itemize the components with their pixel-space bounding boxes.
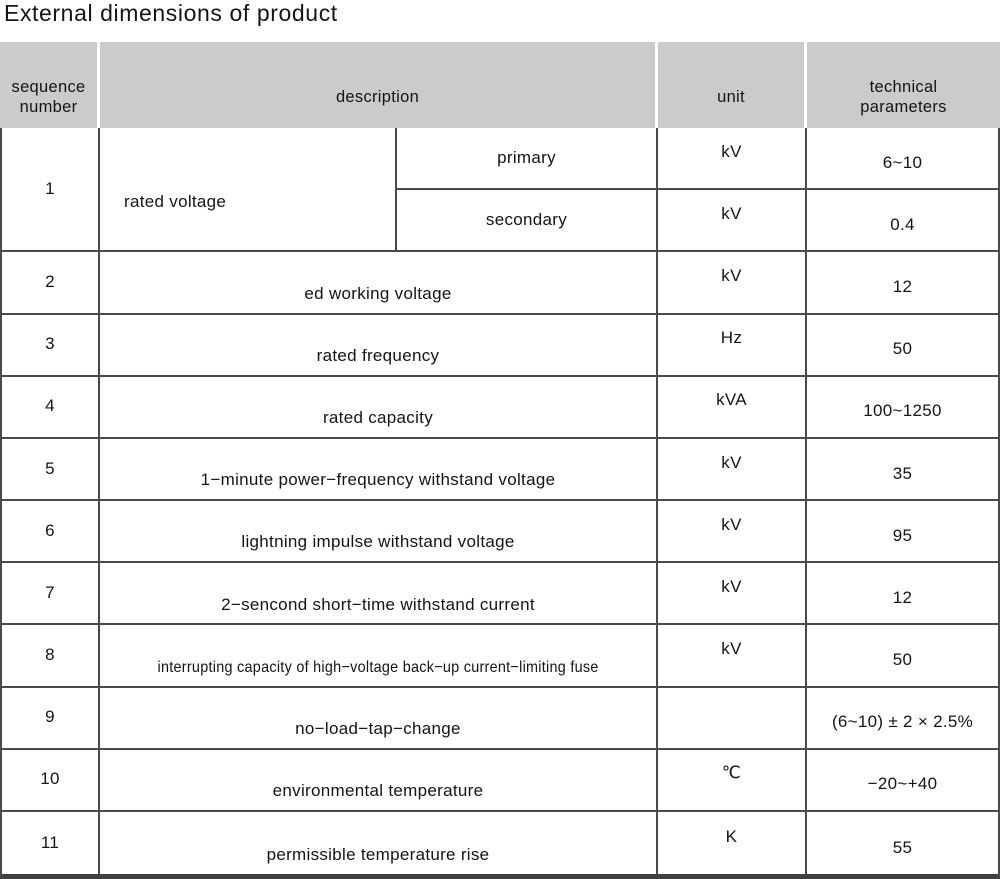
param-cell: 12	[807, 563, 998, 625]
desc-cell: lightning impulse withstand voltage	[100, 501, 658, 563]
param-cell: 50	[807, 315, 998, 377]
secondary-cell: secondary	[397, 190, 658, 252]
desc-cell: environmental temperature	[100, 750, 658, 812]
param-cell: 35	[807, 439, 998, 501]
seq-cell: 3	[2, 315, 100, 377]
unit-cell: kV	[658, 190, 807, 252]
spec-table	[0, 128, 1000, 879]
header-unit: unit	[658, 42, 804, 128]
unit-cell: kV	[658, 252, 807, 314]
seq-cell: 2	[2, 252, 100, 314]
header-technical-parameters: technical parameters	[807, 42, 1000, 128]
desc-cell: 1−minute power−frequency withstand voltage	[100, 439, 658, 501]
seq-cell: 11	[2, 812, 100, 874]
desc-cell: ed working voltage	[100, 252, 658, 314]
header-sequence-number: sequence number	[0, 42, 97, 128]
seq-cell: 4	[2, 377, 100, 439]
unit-cell: kVA	[658, 377, 807, 439]
seq-cell: 6	[2, 501, 100, 563]
seq-cell: 8	[2, 625, 100, 687]
seq-cell: 5	[2, 439, 100, 501]
seq-cell: 1	[2, 128, 100, 252]
desc-cell: rated capacity	[100, 377, 658, 439]
page-title: External dimensions of product	[4, 0, 338, 26]
table-header	[0, 42, 1000, 128]
rated-voltage-cell: rated voltage	[100, 128, 397, 252]
primary-cell: primary	[397, 128, 658, 190]
param-cell: 55	[892, 837, 913, 857]
unit-cell: kV	[658, 501, 807, 563]
desc-cell: interrupting capacity of high−voltage back−up current−limiting fuse	[100, 625, 658, 687]
unit-cell: ℃	[658, 750, 807, 812]
param-cell: 6~10	[807, 128, 998, 190]
desc-cell: no−load−tap−change	[100, 688, 658, 750]
unit-cell: K	[658, 812, 807, 874]
unit-cell: kV	[658, 439, 807, 501]
header-description: description	[100, 42, 655, 128]
unit-cell: kV	[658, 563, 807, 625]
param-cell: 95	[807, 501, 998, 563]
param-cell: 50	[807, 625, 998, 687]
seq-cell: 7	[2, 563, 100, 625]
unit-cell: kV	[658, 625, 807, 687]
desc-cell: permissible temperature rise	[100, 812, 658, 874]
param-cell: 100~1250	[807, 377, 998, 439]
seq-cell: 9	[2, 688, 100, 750]
param-cell: −20~+40	[807, 750, 998, 812]
desc-cell: 2−sencond short−time withstand current	[100, 563, 658, 625]
seq-cell: 10	[2, 750, 100, 812]
unit-cell: kV	[658, 128, 807, 190]
unit-cell: Hz	[658, 315, 807, 377]
desc-cell: rated frequency	[100, 315, 658, 377]
param-cell: 0.4	[807, 190, 998, 252]
param-cell: 12	[807, 252, 998, 314]
unit-cell	[658, 688, 807, 750]
param-cell: (6~10) ± 2 × 2.5%	[807, 688, 998, 750]
